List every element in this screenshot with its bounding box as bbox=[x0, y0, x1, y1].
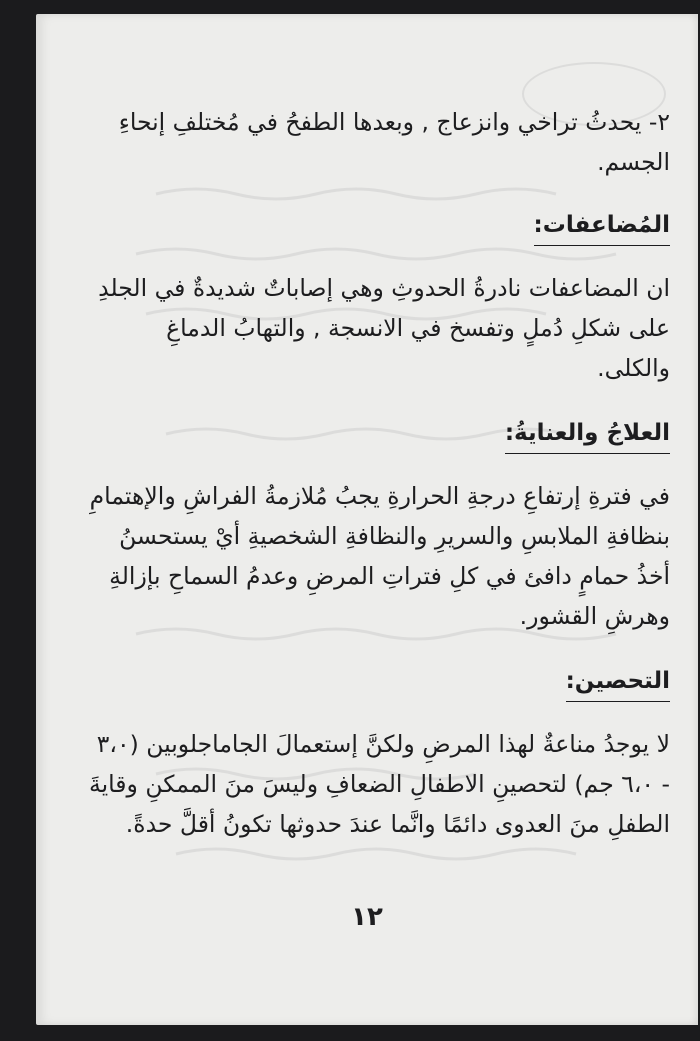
book-page bbox=[36, 14, 698, 1025]
page-content bbox=[88, 102, 670, 844]
intro-paragraph: ٢- يحدثُ تراخي وانزعاج , وبعدها الطفحُ في مُختلفِ إنحاءِ الجسم. bbox=[118, 108, 670, 176]
heading-treatment-care: العلاجُ والعنايةُ: bbox=[505, 415, 670, 454]
section-immunization bbox=[88, 660, 670, 702]
heading-complications: المُضاعفات: bbox=[534, 207, 670, 246]
section-complications bbox=[88, 204, 670, 246]
immunization-text: لا يوجدُ مناعةٌ لهذا المرضِ ولكنَّ إستعمالَ الجاماجلوبين (٣،٠ - ٦،٠ جم) لتحصينِ الاطفالِ الضعافِ وليسَ منَ الممكنِ وقايةَ الطفلِ منَ العدوى دائمًا وانَّما عندَ حدوثها تكونُ أقلَّ حدةً. bbox=[88, 730, 670, 838]
heading-immunization: التحصين: bbox=[566, 663, 670, 702]
complications-text: ان المضاعفات نادرةُ الحدوثِ وهي إصاباتٌ شديدةٌ في الجلدِ على شكلِ دُملٍ وتفسخ في الانسجة , والتهابُ الدماغِ والكلى. bbox=[98, 274, 670, 382]
page-number: ١٢ bbox=[351, 902, 383, 932]
treatment-text: في فترةِ إرتفاعِ درجةِ الحرارةِ يجبُ مُلازمةُ الفراشِ والإهتمامِ بنظافةِ الملابسِ والسريرِ والنظافةِ الشخصيةِ أيْ يستحسنُ أخذُ حمامٍ دافئ في كلِ فتراتِ المرضِ وعدمُ السماحِ بإزالةِ وهرشِ القشور. bbox=[89, 482, 670, 630]
section-treatment bbox=[88, 412, 670, 454]
